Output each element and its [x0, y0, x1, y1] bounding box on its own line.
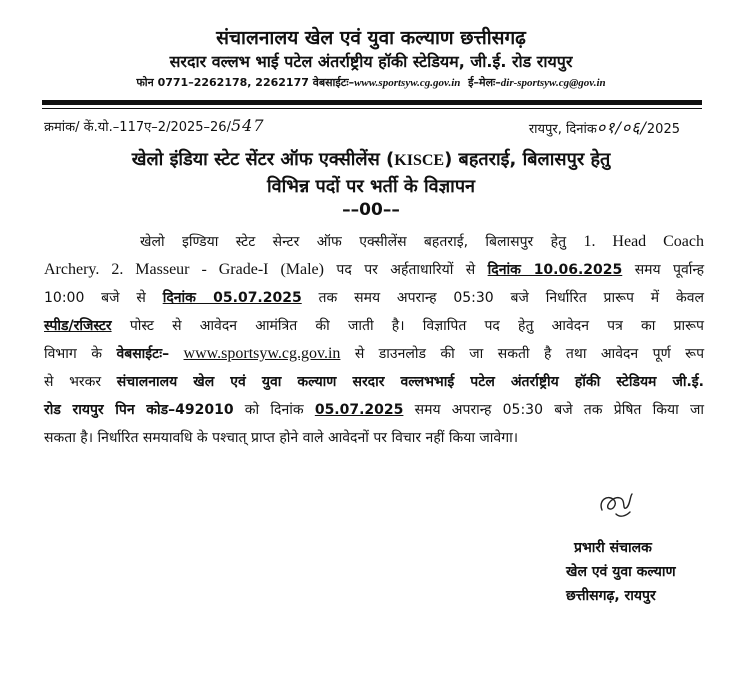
body-text: खेलो इण्डिया स्टेट सेन्टर ऑफ एक्सीलेंस बहतराई, बिलासपुर हेतु — [140, 234, 567, 250]
body-text: 10:00 बजे से — [44, 290, 146, 306]
body-text: से डाउनलोड की जा सकती है तथा आवेदन पूर्ण रूप — [354, 346, 705, 362]
body-line-5 — [44, 344, 704, 364]
end-date: दिनांक 05.07.2025 — [162, 290, 302, 306]
post-head-coach: 1. Head Coach — [583, 233, 704, 250]
body-text: पद पर अर्हताधारियों से — [336, 262, 476, 278]
signatory-department: खेल एवं युवा कल्याण — [566, 564, 676, 580]
body-website-link[interactable]: www.sportsyw.cg.gov.in — [183, 345, 341, 362]
post-mode: स्पीड/रजिस्टर — [44, 318, 112, 334]
phone-label: फोन — [136, 76, 154, 89]
website-label: वेबसाईटः– — [116, 346, 170, 362]
post-masseur: Archery. 2. Masseur - Grade-I (Male) — [44, 261, 324, 278]
notice-title-line2: विभिन्न पदों पर भर्ती के विज्ञापन — [266, 176, 476, 197]
body-text: समय पूर्वान्ह — [634, 262, 705, 278]
header-title: संचालनालय खेल एवं युवा कल्याण छत्तीसगढ़ — [216, 27, 526, 49]
body-text: समय अपरान्ह 05:30 बजे तक प्रेषित किया जा — [414, 402, 704, 418]
submission-address: संचालनालय खेल एवं युवा कल्याण सरदार वल्लभभाई पटेल अंतर्राष्ट्रीय हॉकी स्टेडियम जी.ई. — [116, 374, 705, 390]
body-text: पोस्ट से आवेदन आमंत्रित की जाती है। विज्ञापित पद हेतु आवेदन पत्र का प्रारूप — [129, 318, 705, 334]
header-website[interactable]: www.sportsyw.cg.gov.in — [354, 77, 461, 89]
start-date: दिनांक 10.06.2025 — [487, 262, 623, 278]
notice-title-line1 — [0, 147, 742, 171]
body-line-2 — [44, 260, 704, 280]
header-rule-thick — [42, 100, 702, 105]
date-year: 2025 — [646, 122, 680, 137]
submission-pincode: रोड रायपुर पिन कोड–492010 — [44, 402, 234, 418]
reference-code: कें.यो.–117ए–2/2025–26/ — [83, 120, 231, 135]
body-line-1 — [140, 232, 704, 252]
website-label: वेबसाईटः– — [312, 76, 355, 89]
body-text: तक समय अपरान्ह 05:30 बजे निर्धारित प्रारूप में केवल — [318, 290, 704, 306]
body-line-8: सकता है। निर्धारित समयावधि के पश्चात् प्राप्त होने वाले आवेदनों पर विचार नहीं किया जावेगा। — [44, 430, 519, 446]
reference-label: क्रमांक/ — [44, 120, 80, 135]
signatory-title: प्रभारी संचालक — [574, 540, 652, 556]
title-separator: ––00–– — [342, 200, 400, 220]
header-address: सरदार वल्लभ भाई पटेल अंतर्राष्ट्रीय हॉकी स्टेडियम, जी.ई. रोड रायपुर — [169, 52, 573, 71]
title-kisce: KISCE — [394, 152, 445, 169]
last-date: 05.07.2025 — [314, 402, 404, 418]
handwritten-signature — [596, 488, 636, 524]
title-part: खेलो इंडिया स्टेट सेंटर ऑफ एक्सीलेंस ( — [131, 149, 395, 170]
body-line-3 — [44, 288, 704, 308]
email-label: ई–मेलः– — [468, 76, 501, 89]
handwritten-date: ०१/०६/ — [596, 118, 647, 137]
header-rule-thin — [42, 108, 702, 109]
body-line-4 — [44, 316, 704, 336]
signatory-location: छत्तीसगढ़, रायपुर — [566, 588, 656, 604]
body-line-6 — [44, 372, 704, 392]
handwritten-number: 547 — [230, 116, 265, 135]
body-text: को दिनांक — [244, 402, 304, 418]
place-date — [529, 116, 680, 138]
header-contact — [0, 75, 742, 90]
phone-number: 0771–2262178, 2262177 — [157, 76, 309, 89]
header-email[interactable]: dir-sportsyw.cg@gov.in — [500, 77, 606, 89]
body-text: विभाग के — [44, 346, 102, 362]
title-part: ) बहतराई, बिलासपुर हेतु — [444, 149, 611, 170]
body-text: से भरकर — [44, 374, 102, 390]
reference-number — [44, 116, 265, 135]
place-date-label: रायपुर, दिनांक — [528, 122, 597, 137]
body-line-7 — [44, 400, 704, 420]
